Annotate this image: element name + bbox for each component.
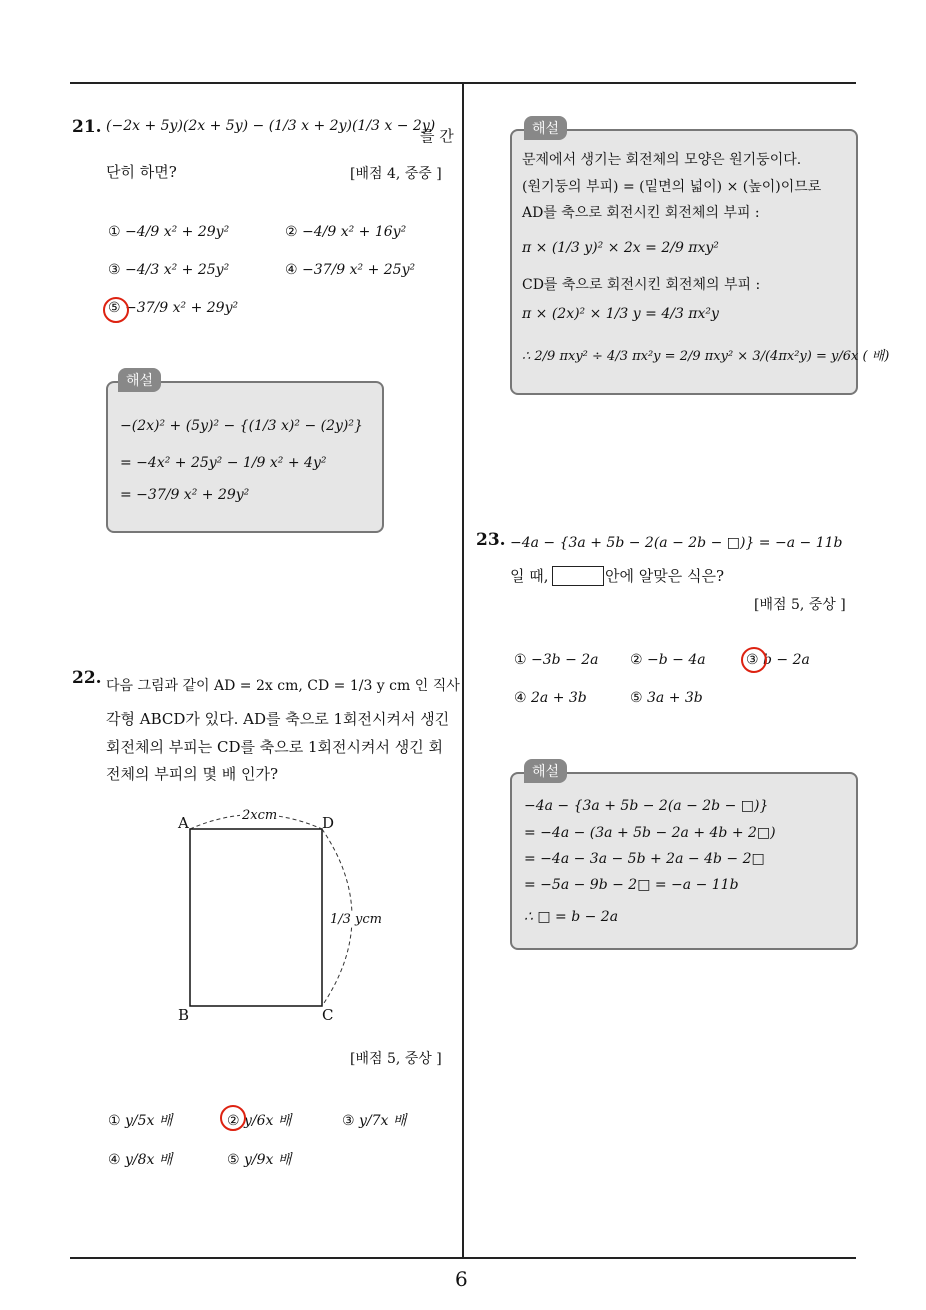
q23-solution-tag: 해설 (524, 759, 567, 783)
option-text: y/8x 배 (125, 1152, 173, 1168)
q21-option-2[interactable] (285, 224, 406, 240)
vertex-a: A (178, 814, 189, 832)
option-text: −37/9 x² + 25y² (302, 262, 416, 278)
option-text: −4/9 x² + 16y² (302, 224, 407, 240)
option-number: ③ (108, 262, 121, 278)
q22-line-2: 각형 ABCD가 있다. AD를 축으로 1회전시켜서 생긴 (106, 710, 450, 728)
q22-solution-line-6: π × (2x)² × 1/3 y = 4/3 πx²y (522, 306, 719, 322)
column-divider (462, 84, 464, 1258)
option-number: ⑤ (108, 300, 121, 316)
q23-line-2b: 안에 알맞은 식은? (605, 567, 725, 585)
option-text: −4/3 x² + 25y² (125, 262, 230, 278)
answer-mark-circle (103, 297, 129, 323)
q22-solution-tag: 해설 (524, 116, 567, 140)
q21-option-3[interactable] (108, 262, 229, 278)
q22-line-3: 회전체의 부피는 CD를 축으로 1회전시켜서 생긴 회 (106, 738, 443, 756)
q21-solution-line-3: = −37/9 x² + 29y² (120, 487, 250, 503)
q22-option-4[interactable] (108, 1149, 172, 1169)
option-number: ④ (108, 1152, 121, 1168)
q21-number: 21. (72, 117, 102, 137)
option-text: y/5x 배 (125, 1113, 173, 1129)
option-number: ① (514, 652, 527, 668)
side-length-label: 1/3 ycm (330, 912, 383, 927)
q22-line-4: 전체의 부피의 몇 배 인가? (106, 765, 279, 783)
q23-option-5[interactable] (630, 690, 703, 706)
q23-solution-line-2: = −4a − (3a + 5b − 2a + 4b + 2□) (524, 825, 776, 841)
q22-solution-line-5: CD를 축으로 회전시킨 회전체의 부피 : (522, 277, 761, 293)
q22-score: [배점 5, 중상 ] (350, 1051, 442, 1067)
q22-option-1[interactable] (108, 1110, 172, 1130)
option-text: −b − 4a (647, 652, 706, 668)
option-number: ④ (514, 690, 527, 706)
vertex-d: D (322, 814, 335, 832)
option-text: −37/9 x² + 29y² (125, 300, 239, 316)
option-text: y/9x 배 (244, 1152, 292, 1168)
q21-score: [배점 4, 중중 ] (350, 166, 442, 182)
bottom-rule (70, 1257, 856, 1259)
q23-solution-line-4: = −5a − 9b − 2□ = −a − 11b (524, 877, 739, 893)
q22-option-3[interactable] (342, 1110, 406, 1130)
answer-mark-circle (220, 1105, 246, 1131)
option-number: ② (630, 652, 643, 668)
q22-line-1: 다음 그림과 같이 AD = 2x cm, CD = 1/3 y cm 인 직사 (106, 678, 460, 694)
q22-number: 22. (72, 668, 102, 688)
q21-expression (106, 118, 435, 134)
answer-mark-circle (741, 647, 767, 673)
q23-solution-line-1: −4a − {3a + 5b − 2(a − 2b − □)} (524, 798, 769, 814)
option-text: −3b − 2a (531, 652, 599, 668)
q22-solution-line-4: π × (1/3 y)² × 2x = 2/9 πxy² (522, 240, 719, 256)
option-number: ⑤ (227, 1152, 240, 1168)
option-text: 2a + 3b (531, 690, 587, 706)
option-text: b − 2a (763, 652, 810, 668)
q21-option-1[interactable] (108, 224, 229, 240)
q23-option-4[interactable] (514, 690, 587, 706)
q23-score: [배점 5, 중상 ] (754, 597, 846, 613)
q21-solution-tag: 해설 (118, 368, 161, 392)
q22-option-5[interactable] (227, 1149, 291, 1169)
option-text: y/6x 배 (244, 1113, 292, 1129)
q21-expr-text: (−2x + 5y)(2x + 5y) − (1/3 x + 2y)(1/3 x − 2y) (106, 118, 436, 134)
option-number: ④ (285, 262, 298, 278)
option-number: ② (285, 224, 298, 240)
rectangle-abcd (190, 829, 322, 1006)
q22-solution-line-1: 문제에서 생기는 회전체의 모양은 원기둥이다. (522, 152, 802, 168)
option-number: ⑤ (630, 690, 643, 706)
option-number: ③ (342, 1113, 355, 1129)
q21-solution-line-2: = −4x² + 25y² − 1/9 x² + 4y² (120, 455, 327, 471)
q23-number: 23. (476, 530, 506, 550)
option-number: ② (227, 1113, 240, 1129)
q21-option-4[interactable] (285, 262, 415, 278)
q23-solution-line-5: ∴ □ = b − 2a (524, 909, 619, 925)
q23-option-2[interactable] (630, 652, 706, 668)
q21-solution-line-1: −(2x)² + (5y)² − {(1/3 x)² − (2y)²} (120, 418, 363, 434)
option-text: 3a + 3b (647, 690, 703, 706)
option-number: ① (108, 224, 121, 240)
q23-expression: −4a − {3a + 5b − 2(a − 2b − □)} = −a − 11b (510, 535, 843, 551)
q23-solution-line-3: = −4a − 3a − 5b + 2a − 4b − 2□ (524, 851, 765, 867)
q22-solution-line-3: AD를 축으로 회전시킨 회전체의 부피 : (522, 205, 760, 221)
option-number: ① (108, 1113, 121, 1129)
top-length-label: 2xcm (242, 808, 278, 823)
option-number: ③ (746, 652, 759, 668)
page-number: 6 (455, 1267, 468, 1291)
q22-solution-line-2: (원기둥의 부피) = (밑면의 넓이) × (높이)이므로 (522, 179, 822, 195)
option-text: −4/9 x² + 29y² (125, 224, 230, 240)
q21-text-b: 단히 하면? (106, 163, 177, 181)
blank-box (552, 566, 604, 586)
q22-solution-line-7: ∴ 2/9 πxy² ÷ 4/3 πx²y = 2/9 πxy² × 3/(4πx²y) = y/6x ( 배) (522, 349, 890, 364)
q23-option-1[interactable] (514, 652, 599, 668)
vertex-c: C (322, 1006, 334, 1024)
option-text: y/7x 배 (359, 1113, 407, 1129)
vertex-b: B (178, 1006, 190, 1024)
q21-text-a: 를 간 (420, 127, 454, 145)
q23-line-2a: 일 때, (510, 567, 549, 585)
